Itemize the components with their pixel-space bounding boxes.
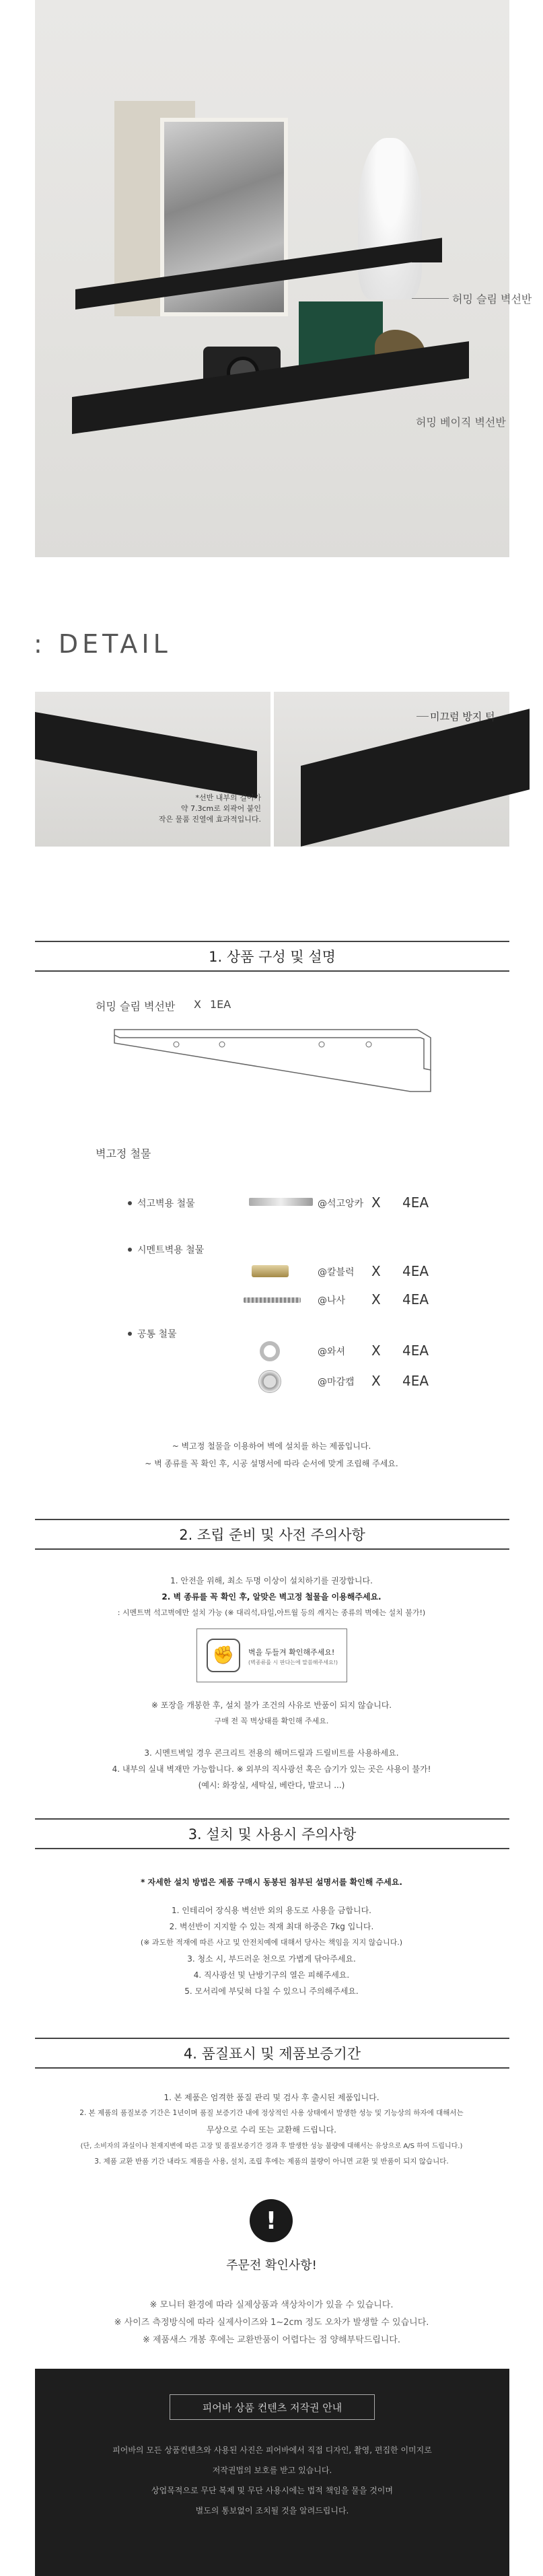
section2-line: 4. 내부의 실내 벽재만 가능합니다. ※ 외부의 직사광선 혹은 습기가 있는 곳은 사용이 불가! bbox=[112, 1764, 431, 1774]
item-name: @석고앙카 bbox=[318, 1198, 364, 1209]
section1-note: ~ 벽고정 철물을 이용하여 벽에 설치를 하는 제품입니다. bbox=[172, 1441, 371, 1451]
section2-line: 2. 벽 종류를 꼭 확인 후, 알맞은 벽고정 철물을 이용해주세요. bbox=[161, 1592, 382, 1602]
item-x: X bbox=[371, 1343, 381, 1359]
bullet-dot bbox=[128, 1332, 132, 1336]
footer-title: 피어바 상품 컨텐츠 저작권 안내 bbox=[202, 2401, 342, 2414]
section1-header bbox=[35, 941, 509, 972]
footer-line: 별도의 통보없이 조치될 것을 알려드립니다. bbox=[195, 2506, 349, 2515]
hero-photo bbox=[35, 0, 532, 557]
section2-line: 구매 전 꼭 벽상태를 확인해 주세요. bbox=[214, 1717, 329, 1725]
knock-box bbox=[196, 1629, 347, 1682]
item-name: @와셔 bbox=[318, 1347, 346, 1357]
notice-line: ※ 사이즈 측정방식에 따라 실제사이즈와 1~2cm 정도 오차가 발생할 수 있습니다. bbox=[114, 2318, 429, 2328]
item-name: @칼블럭 bbox=[318, 1267, 355, 1278]
section4-line: 무상으로 수리 또는 교환해 드립니다. bbox=[207, 2125, 336, 2135]
item-qty: 4EA bbox=[402, 1194, 429, 1211]
callout-line-top bbox=[412, 298, 449, 299]
wall-plug-icon bbox=[252, 1265, 289, 1277]
section4-line: 1. 본 제품은 엄격한 품질 관리 및 검사 후 출시된 제품입니다. bbox=[164, 2093, 379, 2102]
copyright-footer bbox=[35, 2369, 509, 2576]
gypsum-anchor-icon bbox=[249, 1198, 313, 1206]
footer-line: 상업목적으로 무단 복제 및 무단 사용시에는 법적 책임을 물을 것이며 bbox=[151, 2486, 393, 2495]
section4-line: 3. 제품 교환 반품 기간 내라도 제품을 사용, 설치, 조립 후에는 제품의 불량이 아니면 교환 및 반품이 되지 않습니다. bbox=[94, 2157, 449, 2166]
section3-line: 1. 인테리어 장식용 벽선반 외의 용도로 사용을 금합니다. bbox=[172, 1906, 371, 1915]
bullet-dot bbox=[128, 1248, 132, 1252]
hardware-title: 벽고정 철물 bbox=[96, 1147, 151, 1160]
detail-left-note-line: *선반 내부의 길이가 bbox=[195, 793, 261, 802]
item-name: @나사 bbox=[318, 1295, 346, 1306]
screw-icon bbox=[244, 1297, 301, 1303]
notice-line: ※ 제품새스 개봉 후에는 교환반품이 어렵다는 점 양해부탁드립니다. bbox=[142, 2335, 401, 2345]
section2-line: : 시멘트벽 석고벽에만 설치 가능 (※ 대리석,타일,아트월 등의 깨지는 종류의 벽에는 설치 불가!) bbox=[117, 1608, 426, 1617]
section4-header bbox=[35, 2038, 509, 2069]
item-x: X bbox=[371, 1263, 381, 1279]
section3-header bbox=[35, 1818, 509, 1849]
section3-line: (※ 과도한 적재에 따른 사고 및 안전치예에 대해서 당사는 책임을 지지 않습니다.) bbox=[140, 1938, 403, 1947]
shelf-diagram bbox=[114, 1030, 444, 1097]
group-label-cement: 시멘트벽용 철물 bbox=[137, 1245, 205, 1256]
footer-line: 저작권법의 보호를 받고 있습니다. bbox=[212, 2466, 332, 2475]
detail-right-line bbox=[417, 716, 429, 717]
section2-line: ※ 포장을 개봉한 후, 설치 불가 조건의 사유로 반품이 되지 않습니다. bbox=[151, 1701, 392, 1710]
item-qty: 4EA bbox=[402, 1263, 429, 1279]
footer-line: 피어바의 모든 상품컨텐츠와 사용된 사진은 피어바에서 직접 디자인, 촬영, 편집한 이미지로 bbox=[112, 2445, 432, 2455]
section2-line: 1. 안전을 위해, 최소 두명 이상이 설치하기를 권장합니다. bbox=[170, 1576, 373, 1585]
section2-title: 2. 조립 준비 및 사전 주의사항 bbox=[179, 1527, 365, 1543]
section4-line: 2. 본 제품의 품질보증 기간은 1년이며 품질 보증기간 내에 정상적인 사용 상태에서 발생한 성능 및 기능상의 하자에 대해서는 bbox=[79, 2109, 464, 2117]
callout-basic: 허밍 베이직 벽선반 bbox=[416, 416, 506, 429]
section3-line: 2. 벽선반이 지지할 수 있는 적재 최대 하중은 7kg 입니다. bbox=[169, 1922, 374, 1931]
product-name: 허밍 슬림 벽선반 bbox=[96, 1000, 176, 1013]
notice-title: 주문전 확인사항! bbox=[226, 2258, 317, 2273]
knock-box-title: 벽을 두들겨 확인해주세요! bbox=[248, 1648, 335, 1657]
detail-left-note-line: 작은 물품 진열에 효과적입니다. bbox=[158, 815, 261, 824]
section2-line: 3. 시멘트벽일 경우 콘크리트 전용의 해머드릴과 드릴비트를 사용하세요. bbox=[144, 1748, 399, 1758]
footer-title-box bbox=[170, 2394, 375, 2420]
section1-title: 1. 상품 구성 및 설명 bbox=[209, 949, 336, 965]
section3-line: 5. 모서리에 부딪혀 다칠 수 있으니 주의해주세요. bbox=[184, 1987, 359, 1996]
knock-hand-icon: ✊ bbox=[207, 1639, 240, 1672]
slim-shelf-lip bbox=[412, 242, 442, 262]
section2-header bbox=[35, 1519, 509, 1550]
bust-statue bbox=[358, 138, 422, 299]
exclamation-icon bbox=[250, 2199, 293, 2242]
group-label-common: 공통 철물 bbox=[137, 1329, 177, 1340]
section2-line: (예시: 화장실, 세탁실, 베란다, 발코니 ...) bbox=[198, 1781, 345, 1790]
detail-title: : DETAIL bbox=[34, 629, 172, 659]
item-x: X bbox=[371, 1291, 381, 1308]
detail-right-label: 미끄럼 방지 턱 bbox=[430, 711, 495, 723]
section3-lead: * 자세한 설치 방법은 제품 구매시 동봉된 첨부된 설명서를 확인해 주세요. bbox=[141, 1877, 402, 1887]
section3-line: 3. 청소 시, 부드러운 천으로 가볍게 닦아주세요. bbox=[187, 1954, 356, 1964]
item-qty: 4EA bbox=[402, 1373, 429, 1389]
section3-line: 4. 직사광선 및 난방기구의 열은 피해주세요. bbox=[193, 1970, 350, 1980]
product-qty: 1EA bbox=[210, 998, 231, 1011]
section3-title: 3. 설치 및 사용시 주의사항 bbox=[188, 1826, 357, 1842]
item-qty: 4EA bbox=[402, 1291, 429, 1308]
washer-icon bbox=[260, 1341, 280, 1361]
section1-note: ~ 벽 종류를 꼭 확인 후, 시공 설명서에 따라 순서에 맞게 조립해 주세요. bbox=[145, 1459, 398, 1468]
notice-line: ※ 모니터 환경에 따라 실제상품과 색상차이가 있을 수 있습니다. bbox=[149, 2300, 394, 2310]
detail-left-shelf bbox=[35, 712, 257, 798]
detail-left-note bbox=[159, 793, 261, 825]
group-label-gypsum: 석고벽용 철물 bbox=[137, 1198, 195, 1209]
basic-shelf-lip bbox=[435, 347, 469, 373]
cap-icon bbox=[258, 1370, 281, 1393]
item-qty: 4EA bbox=[402, 1343, 429, 1359]
item-name: @마감캡 bbox=[318, 1377, 355, 1388]
bullet-dot bbox=[128, 1201, 132, 1205]
callout-slim: 허밍 슬림 벽선반 bbox=[452, 293, 532, 306]
section4-line: (단, 소비자의 과실이나 천재지변에 따른 고장 및 품질보증기간 경과 후 발생한 성능 불량에 대해서는 유상으로 A/S 하여 드립니다.) bbox=[80, 2143, 463, 2150]
detail-image-left bbox=[35, 692, 270, 847]
detail-left-note-line: 약 7.3cm로 외곽어 붙인 bbox=[180, 804, 261, 813]
section4-title: 4. 품질표시 및 제품보증기간 bbox=[183, 2046, 361, 2062]
knock-box-sub: (벽종류를 시 판다는에 말씀해주세요!) bbox=[248, 1659, 338, 1666]
product-x: X bbox=[194, 998, 201, 1011]
exclamation-glyph: ! bbox=[265, 2207, 277, 2235]
detail-image-right bbox=[274, 692, 509, 847]
detail-right-shelf bbox=[301, 709, 530, 847]
item-x: X bbox=[371, 1373, 381, 1389]
item-x: X bbox=[371, 1194, 381, 1211]
